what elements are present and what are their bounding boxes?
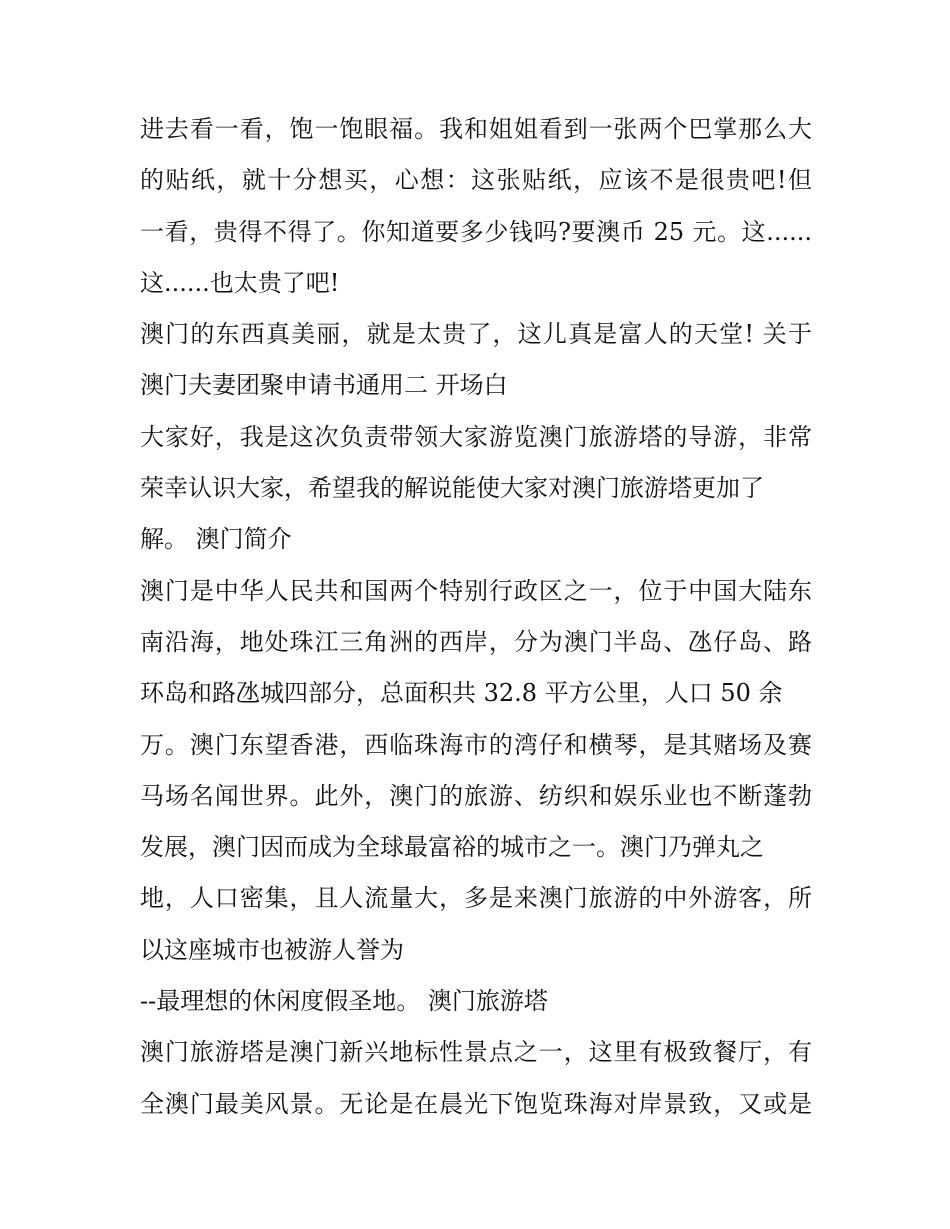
text-line: 环岛和路氹城四部分，总面积共 32.8 平方公里，人口 50 余 — [140, 679, 783, 708]
text-line: 发展，澳门因而成为全球最富裕的城市之一。澳门乃弹丸之 — [140, 833, 764, 862]
text-line: --最理想的休闲度假圣地。 澳门旅游塔 — [140, 987, 548, 1016]
text-line: 的贴纸，就十分想买，心想：这张贴纸，应该不是很贵吧!但 — [140, 166, 812, 195]
document-body — [140, 104, 812, 1130]
text-line: 澳门是中华人民共和国两个特别行政区之一，位于中国大陆东 — [140, 576, 812, 605]
text-line: 万。澳门东望香港，西临珠海市的湾仔和横琴，是其赌场及赛 — [140, 730, 812, 759]
text-line: 以这座城市也被游人誉为 — [140, 935, 404, 964]
text-line: 这......也太贵了吧! — [140, 268, 340, 297]
text-line: 澳门的东西真美丽，就是太贵了，这儿真是富人的天堂! 关于 — [140, 320, 812, 349]
text-line: 全澳门最美风景。无论是在晨光下饱览珠海对岸景致，又或是 — [140, 1089, 812, 1118]
text-line: 一看，贵得不得了。你知道要多少钱吗?要澳币 25 元。这...... — [140, 217, 812, 246]
text-line: 进去看一看，饱一饱眼福。我和姐姐看到一张两个巴掌那么大 — [140, 115, 812, 143]
text-line: 荣幸认识大家，希望我的解说能使大家对澳门旅游塔更加了 — [140, 474, 764, 503]
text-line: 地，人口密集，且人流量大，多是来澳门旅游的中外游客，所 — [140, 884, 812, 913]
text-line: 南沿海，地处珠江三角洲的西岸，分为澳门半岛、氹仔岛、路 — [140, 627, 812, 656]
text-line: 澳门夫妻团聚申请书通用二 开场白 — [140, 371, 508, 400]
text-line: 解。 澳门简介 — [140, 525, 292, 554]
text-line: 澳门旅游塔是澳门新兴地标性景点之一，这里有极致餐厅，有 — [140, 1038, 812, 1067]
text-line: 马场名闻世界。此外，澳门的旅游、纺织和娱乐业也不断蓬勃 — [140, 781, 812, 810]
text-line: 大家好，我是这次负责带领大家游览澳门旅游塔的导游，非常 — [140, 422, 812, 451]
